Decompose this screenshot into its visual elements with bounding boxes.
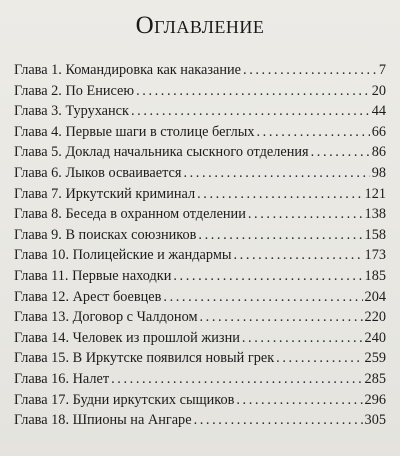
dot-leader bbox=[257, 122, 370, 142]
toc-entry-page: 305 bbox=[364, 412, 386, 429]
toc-entry-page: 7 bbox=[378, 62, 386, 78]
toc-entry-label: Глава 1. Командировка как наказание bbox=[14, 62, 242, 78]
dot-leader bbox=[131, 101, 370, 121]
toc-entry bbox=[14, 184, 386, 205]
toc-entry-page: 44 bbox=[371, 103, 386, 120]
toc-entry bbox=[14, 163, 386, 184]
table-of-contents bbox=[14, 60, 386, 431]
dot-leader bbox=[311, 142, 370, 162]
dot-leader bbox=[200, 307, 363, 327]
dot-leader bbox=[236, 390, 362, 410]
toc-entry-label: Глава 14. Человек из прошлой жизни bbox=[14, 329, 240, 346]
toc-entry bbox=[14, 81, 386, 102]
toc-entry bbox=[14, 101, 386, 122]
toc-entry-page: 220 bbox=[364, 309, 386, 326]
dot-leader bbox=[198, 225, 362, 245]
dot-leader bbox=[173, 266, 362, 286]
toc-entry bbox=[14, 369, 386, 390]
toc-entry-page: 158 bbox=[364, 226, 386, 243]
dot-leader bbox=[194, 410, 363, 430]
toc-entry-label: Глава 2. По Енисею bbox=[14, 82, 135, 99]
toc-entry bbox=[14, 266, 386, 287]
toc-entry-label: Глава 9. В поисках союзников bbox=[14, 226, 197, 243]
dot-leader bbox=[197, 184, 362, 204]
toc-entry bbox=[14, 225, 386, 246]
toc-entry-page: 259 bbox=[364, 350, 386, 367]
toc-entry-page: 173 bbox=[364, 247, 386, 264]
toc-entry-label: Глава 8. Беседа в охранном отделении bbox=[14, 206, 246, 223]
toc-entry-label: Глава 18. Шпионы на Ангаре bbox=[14, 412, 192, 429]
dot-leader bbox=[233, 245, 362, 265]
dot-leader bbox=[111, 369, 362, 389]
toc-entry-label: Глава 3. Туруханск bbox=[14, 103, 129, 120]
toc-entry-page: 185 bbox=[364, 267, 386, 284]
toc-entry-label: Глава 16. Налет bbox=[14, 370, 110, 387]
dot-leader bbox=[183, 163, 369, 183]
dot-leader bbox=[243, 60, 377, 80]
toc-entry bbox=[14, 60, 386, 81]
toc-entry bbox=[14, 348, 386, 369]
page-title: Оглавление bbox=[135, 12, 265, 39]
toc-entry-label: Глава 7. Иркутский криминал bbox=[14, 185, 196, 202]
toc-entry-label: Глава 4. Первые шаги в столице беглых bbox=[14, 123, 255, 140]
toc-entry-page: 285 bbox=[364, 370, 386, 387]
toc-entry-label: Глава 10. Полицейские и жандармы bbox=[14, 247, 232, 264]
toc-entry bbox=[14, 390, 386, 411]
toc-entry-label: Глава 17. Будни иркутских сыщиков bbox=[14, 391, 235, 408]
toc-entry-label: Глава 11. Первые находки bbox=[14, 267, 172, 284]
toc-entry-label: Глава 12. Арест боевцев bbox=[14, 288, 162, 305]
toc-entry-page: 138 bbox=[364, 206, 386, 223]
dot-leader bbox=[136, 81, 370, 101]
toc-entry bbox=[14, 204, 386, 225]
toc-entry-page: 296 bbox=[364, 391, 386, 408]
toc-entry-label: Глава 5. Доклад начальника сыскного отделения bbox=[14, 144, 309, 161]
toc-entry bbox=[14, 142, 386, 163]
toc-entry-page: 204 bbox=[364, 288, 386, 305]
toc-entry-page: 98 bbox=[371, 164, 386, 181]
toc-entry-page: 20 bbox=[371, 82, 386, 99]
toc-entry bbox=[14, 410, 386, 431]
toc-entry-page: 121 bbox=[364, 185, 386, 202]
dot-leader bbox=[242, 328, 363, 348]
toc-entry-label: Глава 13. Договор с Чалдоном bbox=[14, 309, 198, 326]
toc-entry-label: Глава 15. В Иркутске появился новый грек bbox=[14, 350, 275, 367]
toc-entry-page: 86 bbox=[371, 144, 386, 161]
dot-leader bbox=[163, 287, 362, 307]
toc-entry-label: Глава 6. Лыков осваивается bbox=[14, 164, 182, 181]
toc-entry bbox=[14, 328, 386, 349]
toc-entry-page: 240 bbox=[364, 329, 386, 346]
toc-entry bbox=[14, 122, 386, 143]
toc-entry-page: 66 bbox=[371, 123, 386, 140]
toc-entry bbox=[14, 245, 386, 266]
toc-entry bbox=[14, 287, 386, 308]
dot-leader bbox=[276, 348, 362, 368]
toc-entry bbox=[14, 307, 386, 328]
dot-leader bbox=[248, 204, 363, 224]
